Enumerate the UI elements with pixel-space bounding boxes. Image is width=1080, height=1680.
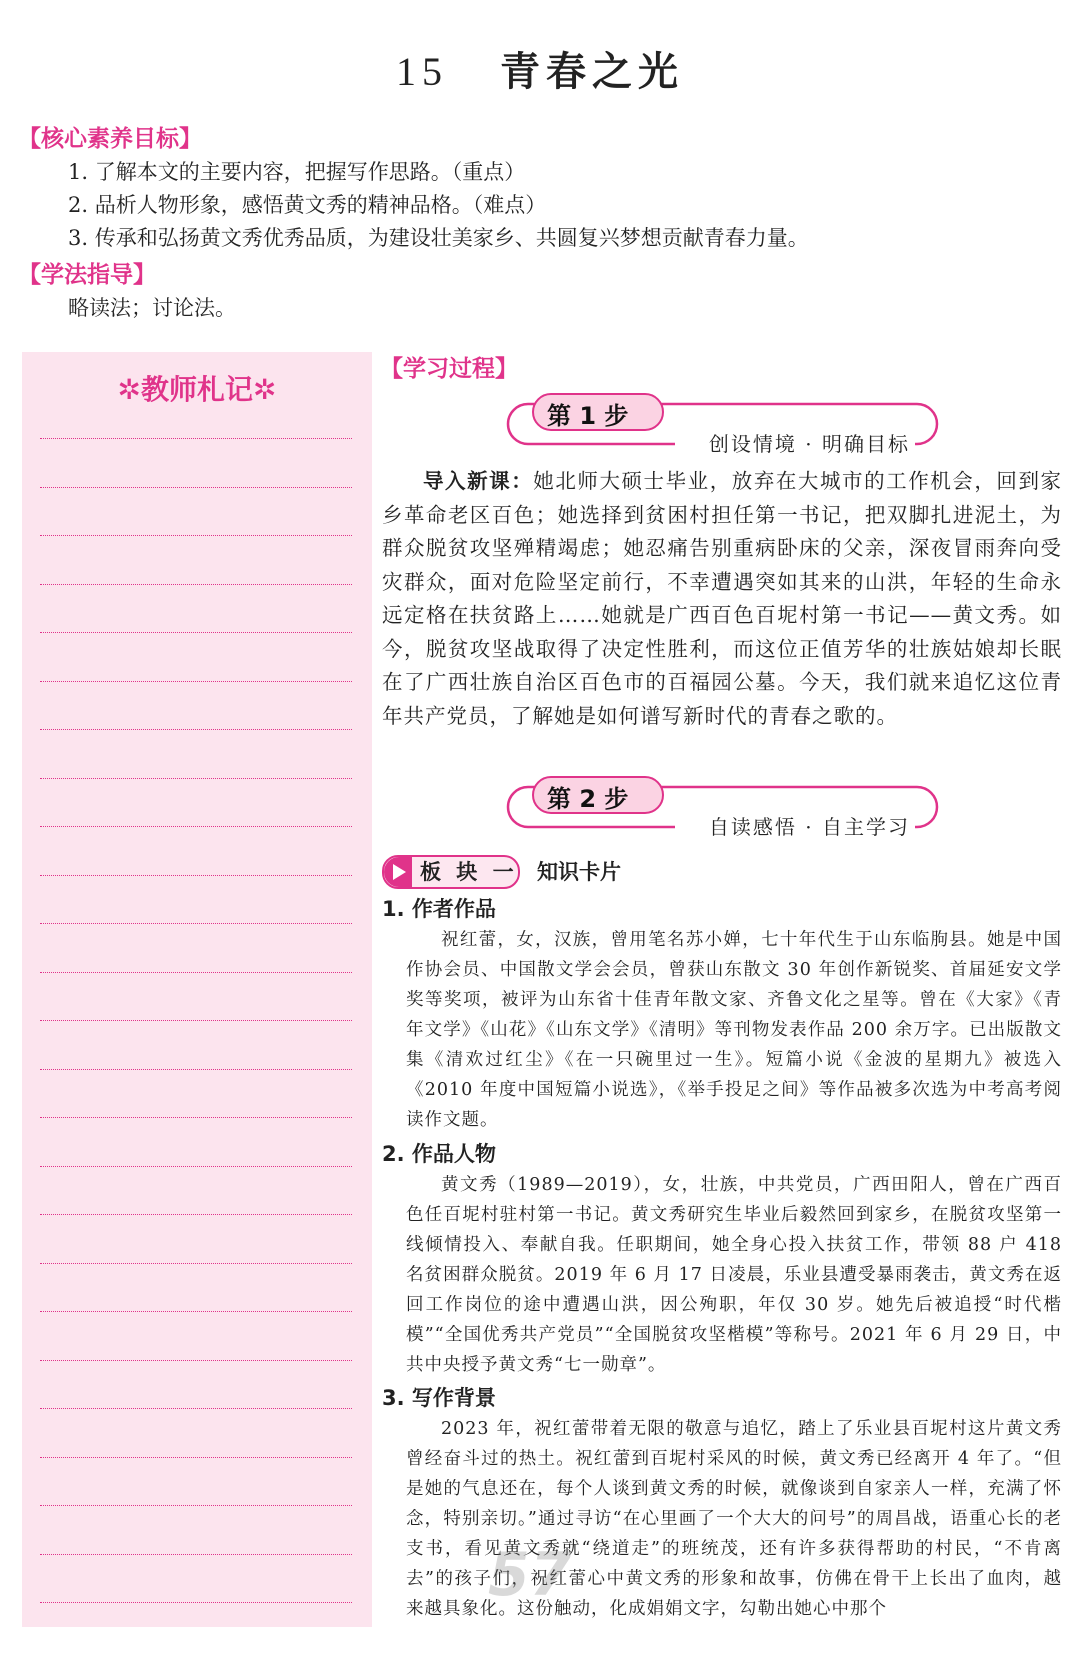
objective-item: 1. 了解本文的主要内容，把握写作思路。（重点）	[68, 160, 526, 184]
note-line	[40, 1214, 352, 1215]
page-number: 57	[488, 1540, 572, 1610]
intro-paragraph	[382, 465, 1062, 733]
note-line	[40, 487, 352, 488]
note-line	[40, 1602, 352, 1603]
note-line	[40, 1360, 352, 1361]
note-line	[40, 1020, 352, 1021]
card-text-author: 祝红蕾，女，汉族，曾用笔名苏小婵，七十年代生于山东临朐县。她是中国作协会员、中国散文学会会员，曾获山东散文 30 年创作新锐奖、首届延安文学奖等奖项，被评为山东省十佳青年散文家、齐鲁文化之星等。曾在《大家》《青年文学》《山花》《山东文学》《清明》等刊物发表作品 200 余万字。已出版散文集《清欢过红尘》《在一只碗里过一生》。短篇小说《金波的星期九》被选入《2010 年度中国短篇小说选》，《举手投足之间》等作品被多次选为中考高考阅读作文题。	[406, 930, 1062, 1130]
step-2-label: 第 2 步	[547, 785, 629, 813]
note-line	[40, 632, 352, 633]
step-1-subtitle: 创设情境 · 明确目标	[708, 432, 910, 456]
lesson-number: 15	[396, 49, 448, 94]
note-line	[40, 1117, 352, 1118]
card-text-background: 2023 年，祝红蕾带着无限的敬意与追忆，踏上了乐业县百坭村这片黄文秀曾经奋斗过的热土。祝红蕾到百坭村采风的时候，黄文秀已经离开 4 年了。“但是她的气息还在，每个人谈到黄文秀的时候，就像谈到自家亲人一样，充满了怀念，特别亲切。”通过寻访“在心里画了一个大大的问号”的周昌战，语重心长的老支书，看见黄文秀就“绕道走”的班统茂，还有许多获得帮助的村民，“不肯离去”的孩子们，祝红蕾心中黄文秀的形象和故事，仿佛在骨干上长出了血肉，越来越具象化。这份触动，化成娟娟文字，勾勒出她心中那个	[406, 1419, 1062, 1619]
process-heading: 【学习过程】	[380, 356, 518, 382]
intro-text: 她北师大硕士毕业，放弃在大城市的工作机会，回到家乡革命老区百色；她选择到贫困村担任第一书记，把双脚扎进泥土，为群众脱贫攻坚殚精竭虑；她忍痛告别重病卧床的父亲，深夜冒雨奔向受灾群众，面对危险坚定前行，不幸遭遇突如其来的山洪，年轻的生命永远定格在扶贫路上……她就是广西百色百坭村第一书记——黄文秀。如今，脱贫攻坚战取得了决定性胜利，而这位正值芳华的壮族姑娘却长眠在了广西壮族自治区百色市的百福园公墓。今天，我们就来追忆这位青年共产党员，了解她是如何谱写新时代的青春之歌的。	[382, 469, 1063, 728]
page-title	[0, 40, 1080, 97]
note-line	[40, 778, 352, 779]
method-heading: 【学法指导】	[18, 262, 156, 288]
objective-item: 3. 传承和弘扬黄文秀优秀品质，为建设壮美家乡、共圆复兴梦想贡献青春力量。	[68, 226, 809, 250]
step-2-banner	[505, 775, 940, 841]
play-icon	[384, 857, 412, 887]
note-line	[40, 729, 352, 730]
note-line	[40, 1069, 352, 1070]
card-heading-character: 2. 作品人物	[382, 1142, 496, 1166]
note-line	[40, 535, 352, 536]
step-1-label: 第 1 步	[547, 402, 629, 430]
note-line	[40, 1408, 352, 1409]
teacher-notes-panel	[22, 352, 372, 1627]
note-line	[40, 972, 352, 973]
card-heading-author: 1. 作者作品	[382, 897, 496, 921]
note-line	[40, 875, 352, 876]
card-text-character: 黄文秀（1989—2019），女，壮族，中共党员，广西田阳人，曾在广西百色任百坭村驻村第一书记。黄文秀研究生毕业后毅然回到家乡，在脱贫攻坚第一线倾情投入、奉献自我。任职期间，她全身心投入扶贫工作，带领 88 户 418 名贫困群众脱贫。2019 年 6 月 17 日凌晨，乐业县遭受暴雨袭击，黄文秀在返回工作岗位的途中遭遇山洪，因公殉职，年仅 30 岁。她先后被追授“时代楷模”“全国优秀共产党员”“全国脱贫攻坚楷模”等称号。2021 年 6 月 29 日，中共中央授予黄文秀“七一勋章”。	[406, 1175, 1062, 1375]
note-line	[40, 681, 352, 682]
intro-lead: 导入新课：	[423, 469, 534, 493]
objective-item: 2. 品析人物形象，感悟黄文秀的精神品格。（难点）	[68, 193, 547, 217]
note-line	[40, 1457, 352, 1458]
note-line	[40, 1263, 352, 1264]
method-text: 略读法；讨论法。	[68, 296, 236, 320]
note-line	[40, 1311, 352, 1312]
block-1-tag-text: 板 块 一	[420, 860, 518, 884]
note-line	[40, 826, 352, 827]
step-2-subtitle: 自读感悟 · 自主学习	[708, 815, 910, 839]
step-1-banner	[505, 392, 940, 458]
teacher-notes-title: ✲教师札记✲	[117, 373, 277, 406]
note-line	[40, 1166, 352, 1167]
objectives-heading: 【核心素养目标】	[18, 126, 202, 152]
card-heading-background: 3. 写作背景	[382, 1386, 496, 1410]
note-line	[40, 584, 352, 585]
note-line	[40, 1554, 352, 1555]
note-line	[40, 923, 352, 924]
lesson-title: 青春之光	[500, 48, 684, 95]
block-1-name: 知识卡片	[537, 860, 621, 884]
note-line	[40, 1505, 352, 1506]
note-line	[40, 438, 352, 439]
block-1-tag	[382, 855, 520, 889]
